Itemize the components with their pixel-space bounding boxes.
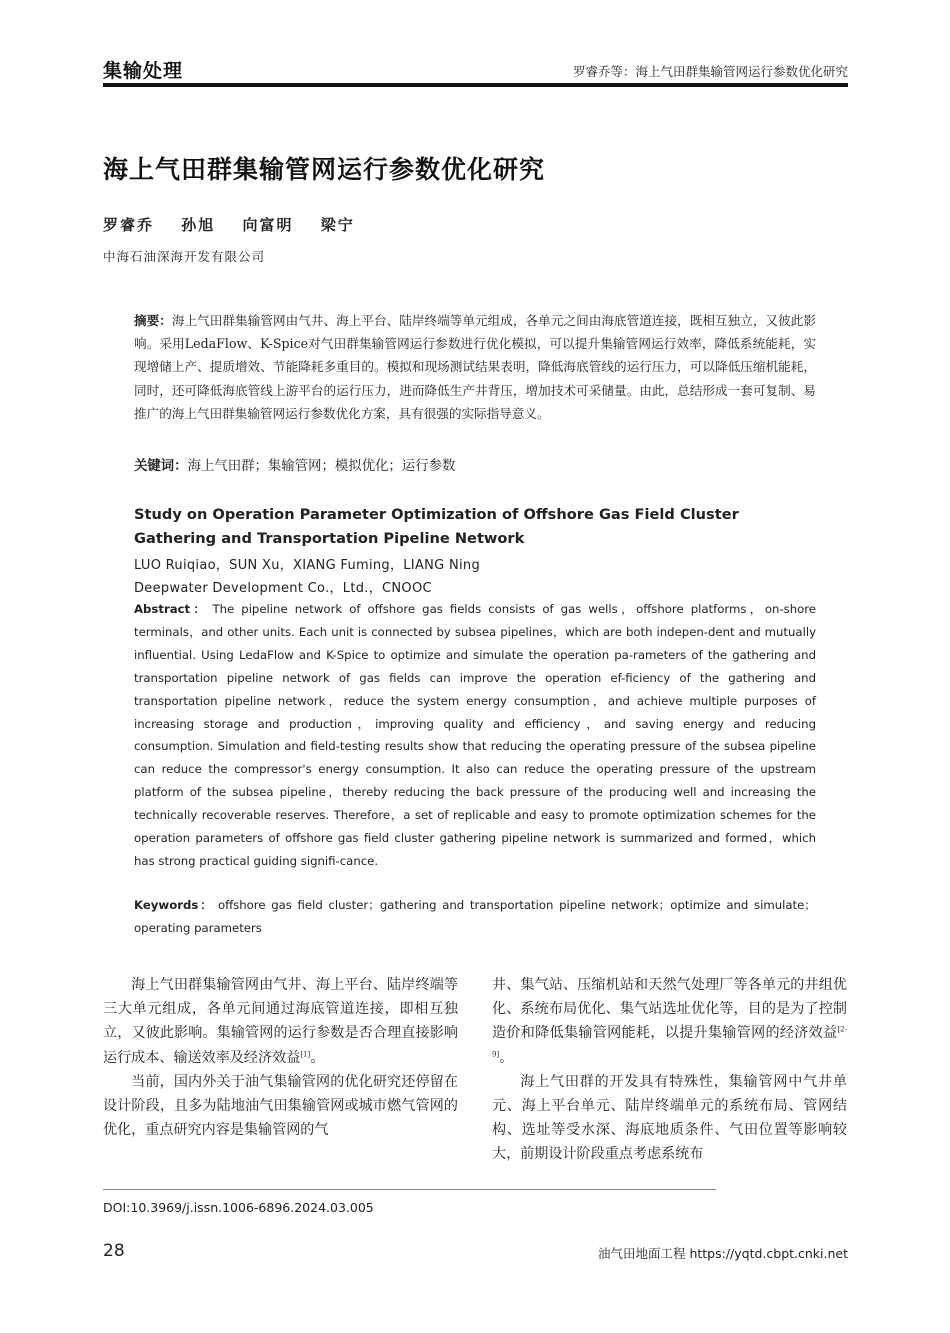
english-authors: LUO Ruiqiao，SUN Xu，XIANG Fuming，LIANG Ning <box>134 558 480 573</box>
abstract-en <box>134 598 816 873</box>
page-number: 28 <box>103 1241 125 1261</box>
english-title: Study on Operation Parameter Optimization of Offshore Gas Field Cluster Gathering and Transportation Pipeline Network <box>134 506 739 547</box>
paragraph-text: 井、集气站、压缩机站和天然气处理厂等各单元的井组优化、系统布局优化、集气站选址优化等，目的是为了控制造价和降低集输管网能耗，以提升集输管网的经济效益 <box>492 977 847 1042</box>
body-paragraph: 海上气田群的开发具有特殊性，集输管网中气井单元、海上平台单元、陆岸终端单元的系统布局、管网结构、选址等受水深、海底地质条件、气田位置等影响较大，前期设计阶段重点考虑系统布 <box>492 1073 847 1163</box>
body-paragraph <box>492 973 847 1070</box>
paragraph-end: 。 <box>310 1049 325 1066</box>
running-section-title: 集输处理 <box>103 60 184 82</box>
abstract-cn-text: 海上气田群集输管网由气井、海上平台、陆岸终端等单元组成，各单元之间由海底管道连接，既相互独立，又彼此影响。采用LedaFlow、K-Spice对气田群集输管网运行参数进行优化模拟，可以提升集输管网运行效率，降低系统能耗，实现增储上产、提质增效、节能降耗多重目的。模拟和现场测试结果表明，降低海底管线的运行压力，可以降低压缩机能耗，同时，还可降低海底管线上游平台的运行压力，进而降低生产井背压，增加技术可采储量。由此，总结形成一套可复制、易推广的海上气田群集输管网运行参数优化方案，具有很强的实际指导意义。 <box>134 313 817 421</box>
abstract-en-text: The pipeline network of offshore gas fields consists of gas wells，offshore platforms，on-shore terminals，and other units. Each unit is connected by subsea pipelines，which are both indepen-dent and mutually influential. Using LedaFlow and K-Spice to optimize and simulate the operation pa-rameters of the gathering and transportation pipeline network of gas fields can improve the operation ef-ficiency of the gathering and transportation pipeline network，reduce the system energy consumption，and achieve multiple purposes of increasing storage and production，improving quality and efficiency，and saving energy and reducing consumption. Simulation and field-testing results show that reducing the operating pressure of the subsea pipeline can reduce the compressor's energy consumption. It also can reduce the operating pressure of the upstream platform of the subsea pipeline，thereby reducing the back pressure of the producing well and increasing the technically recoverable reserves. Therefore，a set of replicable and easy to promote optimization schemes for the operation parameters of offshore gas field cluster gathering pipeline network is summarized and formed，which has strong practical guiding signifi-cance. <box>134 602 816 868</box>
running-header-title: 罗睿乔等：海上气田群集输管网运行参数优化研究 <box>572 64 848 79</box>
paragraph-end: 。 <box>499 1049 514 1066</box>
author: 梁宁 <box>320 216 355 234</box>
paragraph-text: 海上气田群集输管网由气井、海上平台、陆岸终端等三大单元组成，各单元间通过海底管道连接，即相互独立，又彼此影响。集输管网的运行参数是否合理直接影响运行成本、输送效率及经济效益 <box>103 977 458 1066</box>
body-column-left <box>103 973 458 1142</box>
body-paragraph <box>103 973 458 1070</box>
keywords-cn-text: 海上气田群；集输管网；模拟优化；运行参数 <box>187 459 456 474</box>
keywords-cn-label: 关键词： <box>134 459 188 474</box>
keywords-cn <box>134 455 455 474</box>
author: 向富明 <box>242 216 294 234</box>
body-column-right <box>492 973 847 1167</box>
affiliation: 中海石油深海开发有限公司 <box>103 249 266 264</box>
abstract-en-label: Abstract： <box>134 602 209 616</box>
keywords-en-text: offshore gas field cluster；gathering and transportation pipeline network；optimize and simulate；operating parameters <box>134 898 816 935</box>
english-affiliation: Deepwater Development Co.，Ltd.，CNOOC <box>134 581 432 596</box>
author: 罗睿乔 <box>103 216 155 234</box>
keywords-en-label: Keywords： <box>134 898 214 912</box>
header-rule <box>103 83 848 87</box>
footnote-rule <box>103 1189 716 1190</box>
citation: [2-9] <box>492 1025 847 1058</box>
citation: [1] <box>300 1049 311 1058</box>
abstract-cn-label: 摘要： <box>134 313 172 328</box>
abstract-cn <box>134 309 816 425</box>
author: 孙旭 <box>181 216 216 234</box>
keywords-en <box>134 894 816 940</box>
author-list <box>103 214 377 235</box>
body-paragraph: 当前，国内外关于油气集输管网的优化研究还停留在设计阶段，且多为陆地油气田集输管网或城市燃气管网的优化，重点研究内容是集输管网的气 <box>103 1073 458 1139</box>
journal-name: 油气田地面工程 https://yqtd.cbpt.cnki.net <box>597 1246 848 1261</box>
doi: DOI:10.3969/j.issn.1006-6896.2024.03.005 <box>103 1200 374 1215</box>
article-title: 海上气田群集输管网运行参数优化研究 <box>103 155 546 184</box>
